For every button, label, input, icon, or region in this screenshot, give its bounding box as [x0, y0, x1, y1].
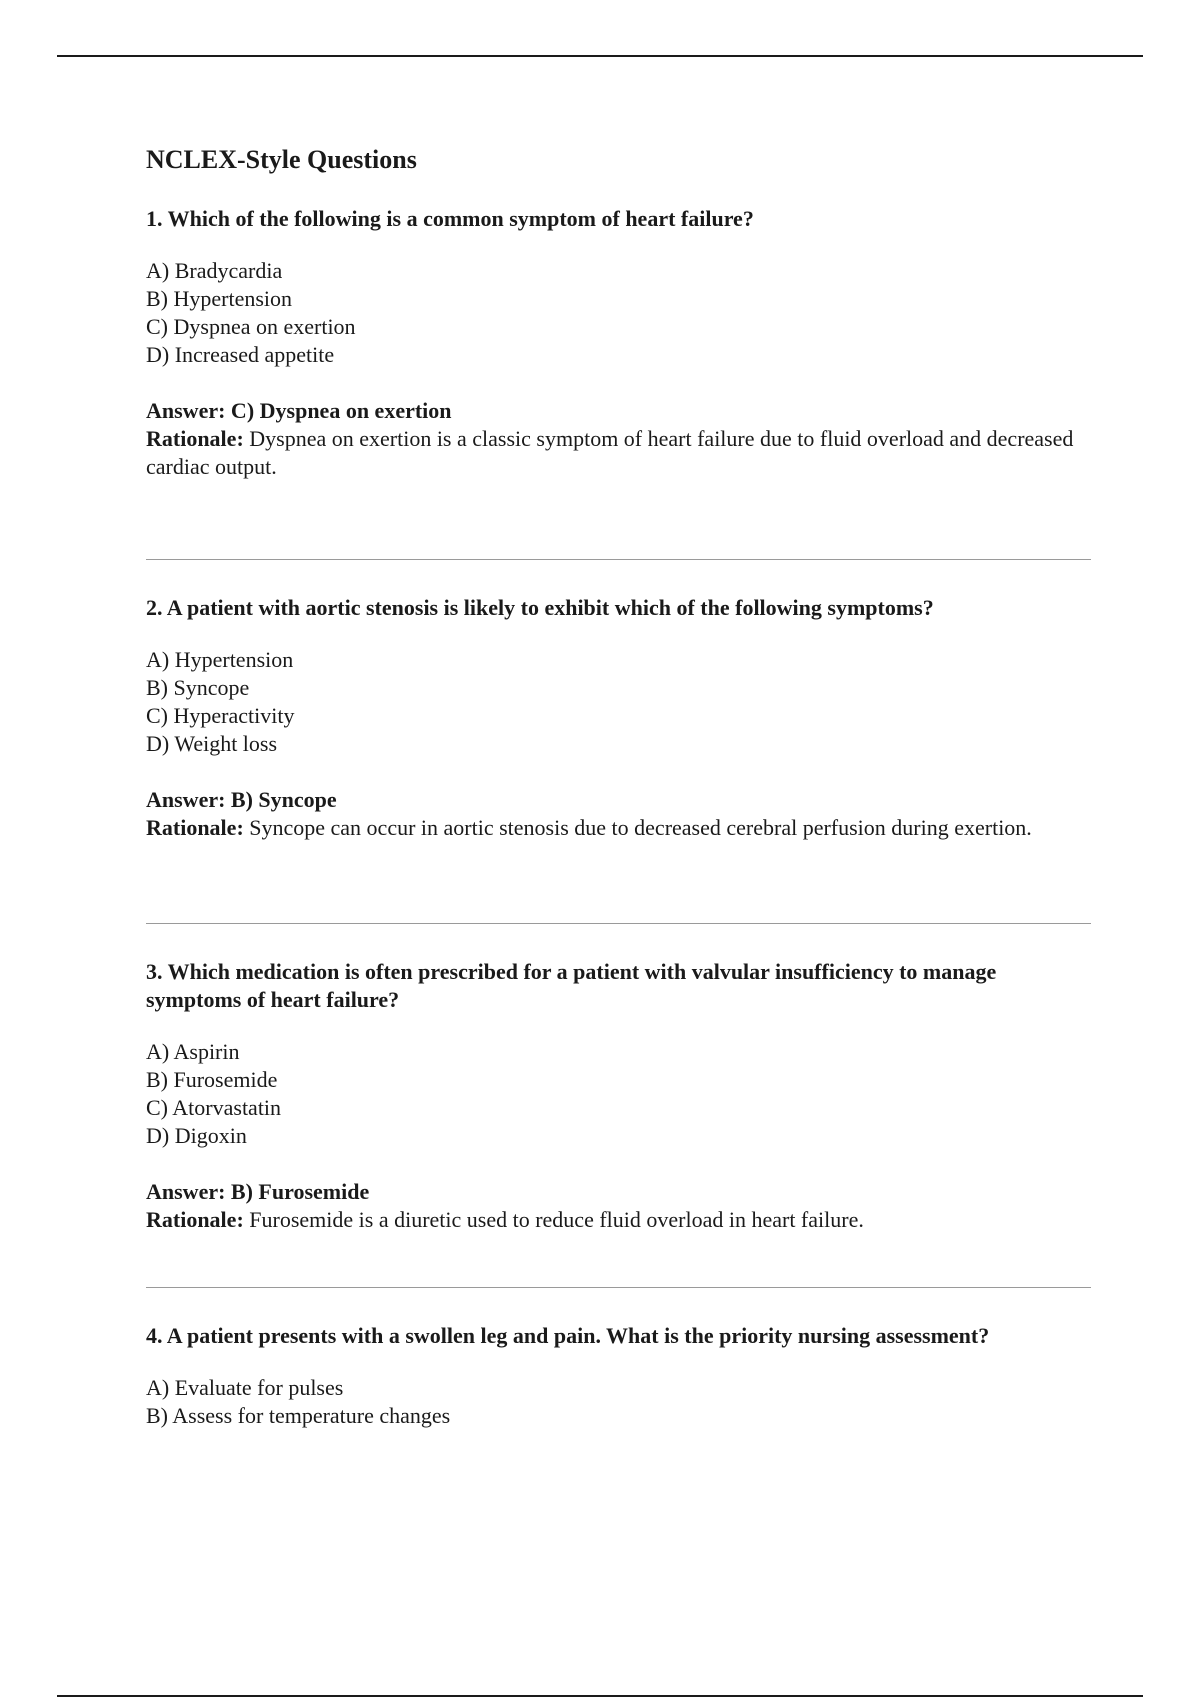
options-list — [146, 1374, 1091, 1430]
page-title: NCLEX-Style Questions — [146, 145, 417, 174]
rationale — [146, 1206, 1091, 1234]
page-bottom-rule — [57, 1695, 1143, 1697]
answer-text: Answer: B) Syncope — [146, 787, 337, 812]
options-list — [146, 257, 1091, 369]
question-text: 3. Which medication is often prescribed for a patient with valvular insufficiency to manage symptoms of heart failure? — [146, 959, 997, 1012]
option-a: A) Bradycardia — [146, 258, 283, 283]
answer-text: Answer: B) Furosemide — [146, 1179, 370, 1204]
option-c: C) Atorvastatin — [146, 1095, 282, 1120]
rationale-text: Dyspnea on exertion is a classic symptom of heart failure due to fluid overload and decreased cardiac output. — [146, 426, 1074, 479]
rationale-label: Rationale: — [146, 815, 244, 840]
options-list — [146, 1038, 1091, 1150]
option-c: C) Dyspnea on exertion — [146, 314, 356, 339]
option-c: C) Hyperactivity — [146, 703, 295, 728]
rationale — [146, 425, 1091, 481]
rationale-label: Rationale: — [146, 426, 244, 451]
rationale — [146, 814, 1091, 842]
question-block-4 — [146, 1288, 1091, 1430]
option-a: A) Hypertension — [146, 647, 294, 672]
option-a: A) Aspirin — [146, 1039, 240, 1064]
rationale-text: Syncope can occur in aortic stenosis due to decreased cerebral perfusion during exertion. — [249, 815, 1032, 840]
option-d: D) Digoxin — [146, 1123, 247, 1148]
question-text: 2. A patient with aortic stenosis is likely to exhibit which of the following symptoms? — [146, 595, 934, 620]
page-top-rule — [57, 55, 1143, 57]
question-block-2 — [146, 560, 1091, 923]
option-b: B) Hypertension — [146, 286, 293, 311]
question-text: 1. Which of the following is a common symptom of heart failure? — [146, 206, 754, 231]
document-body — [146, 143, 1091, 1458]
option-b: B) Syncope — [146, 675, 250, 700]
option-b: B) Assess for temperature changes — [146, 1403, 451, 1428]
answer-text: Answer: C) Dyspnea on exertion — [146, 398, 452, 423]
option-d: D) Weight loss — [146, 731, 278, 756]
option-a: A) Evaluate for pulses — [146, 1375, 344, 1400]
options-list — [146, 646, 1091, 758]
rationale-text: Furosemide is a diuretic used to reduce fluid overload in heart failure. — [249, 1207, 864, 1232]
option-b: B) Furosemide — [146, 1067, 278, 1092]
question-block-1 — [146, 205, 1091, 559]
rationale-label: Rationale: — [146, 1207, 244, 1232]
option-d: D) Increased appetite — [146, 342, 335, 367]
question-block-3 — [146, 924, 1091, 1287]
question-text: 4. A patient presents with a swollen leg and pain. What is the priority nursing assessment? — [146, 1323, 990, 1348]
